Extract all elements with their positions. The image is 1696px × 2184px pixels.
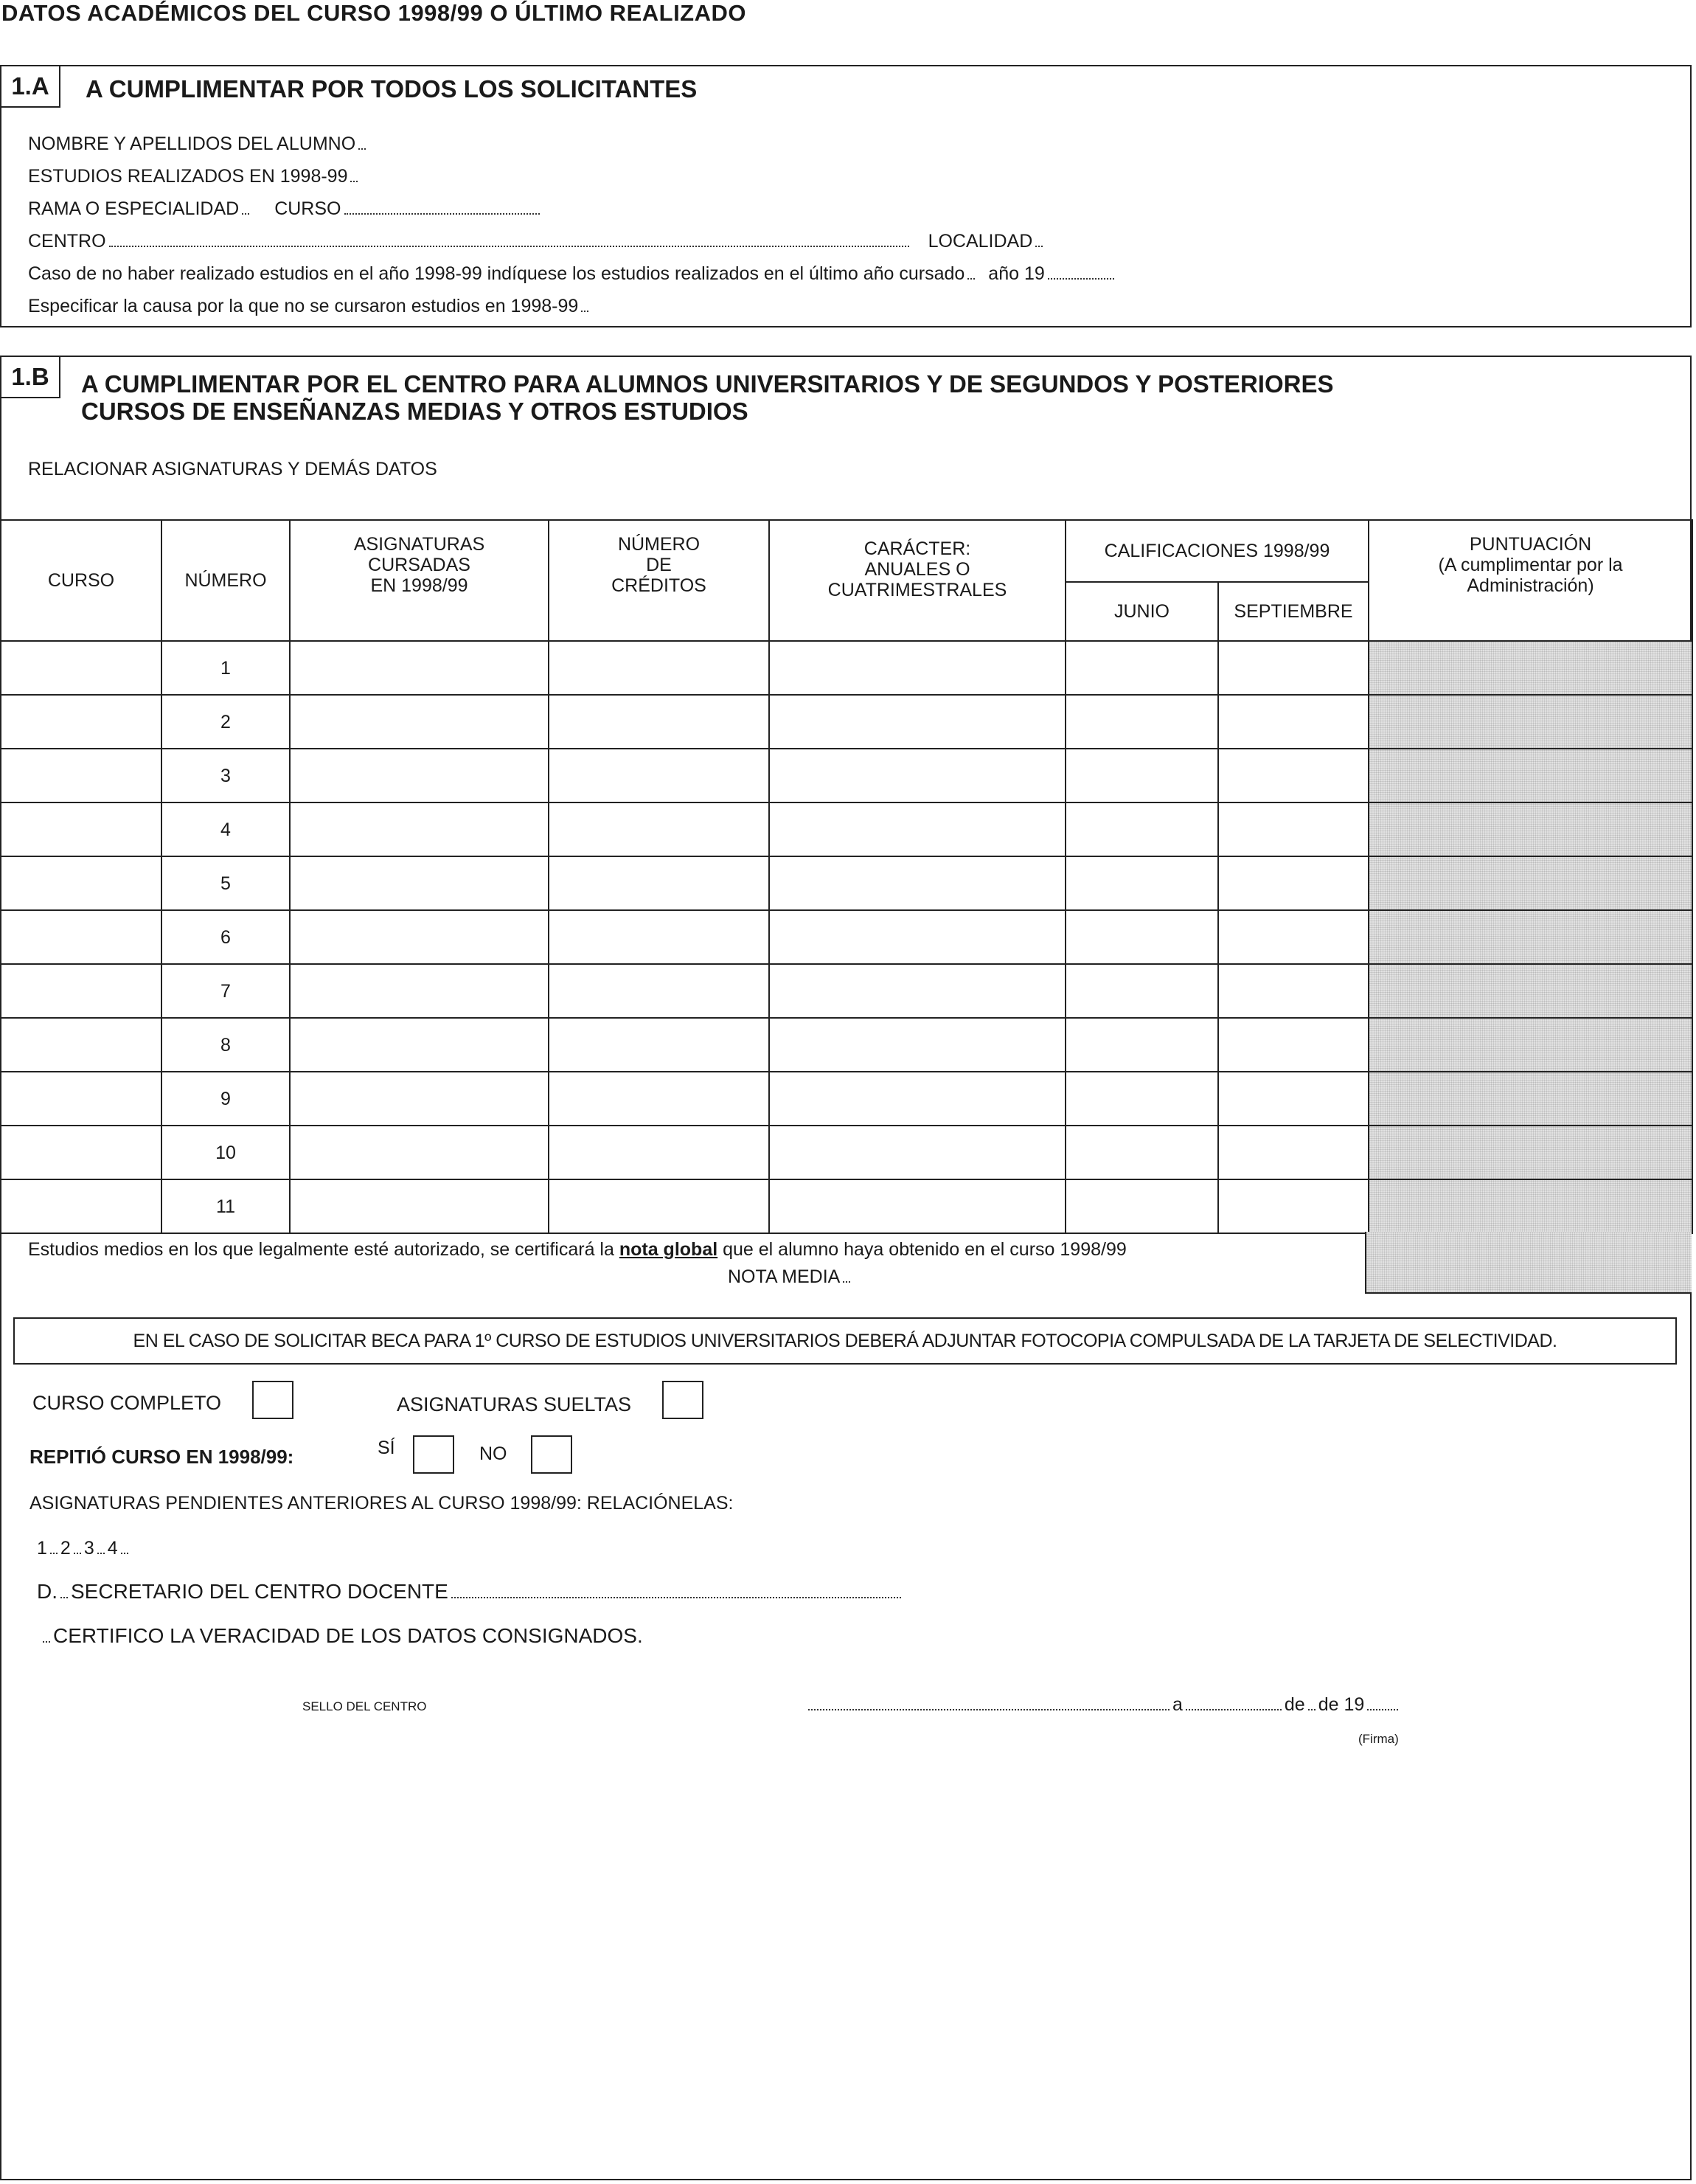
- no-checkbox[interactable]: [531, 1435, 572, 1474]
- col-junio-header: JUNIO: [1066, 582, 1218, 641]
- curso-completo-label: CURSO COMPLETO: [32, 1392, 222, 1414]
- pend-4-line[interactable]: [121, 1553, 128, 1554]
- cell-curso[interactable]: [1, 641, 161, 695]
- cell-septiembre[interactable]: [1218, 1018, 1369, 1072]
- pend-3-line[interactable]: [97, 1553, 105, 1554]
- cell-junio[interactable]: [1066, 1072, 1218, 1126]
- car-h3: CUATRIMESTRALES: [827, 580, 1007, 600]
- cell-puntuacion: [1369, 1018, 1692, 1072]
- cell-asignatura[interactable]: [290, 1126, 549, 1179]
- cell-junio[interactable]: [1066, 856, 1218, 910]
- cell-puntuacion: [1369, 802, 1692, 856]
- cell-puntuacion: [1369, 910, 1692, 964]
- cell-septiembre[interactable]: [1218, 695, 1369, 749]
- cell-caracter[interactable]: [769, 1072, 1066, 1126]
- cell-curso[interactable]: [1, 1179, 161, 1233]
- cell-asignatura[interactable]: [290, 695, 549, 749]
- a-label: a: [1172, 1694, 1183, 1715]
- asig-h2: CURSADAS: [368, 555, 470, 575]
- secretario-label: SECRETARIO DEL CENTRO DOCENTE: [71, 1580, 448, 1603]
- rama-label: RAMA O ESPECIALIDAD: [28, 198, 240, 219]
- col-calificaciones-header: CALIFICACIONES 1998/99: [1066, 520, 1369, 582]
- col-puntuacion-header: [1369, 520, 1692, 641]
- cell-asignatura[interactable]: [290, 910, 549, 964]
- row-number: 8: [161, 1018, 290, 1072]
- cell-caracter[interactable]: [769, 641, 1066, 695]
- section-a-box: [0, 65, 1692, 327]
- estudios-medios-text: [28, 1239, 1127, 1261]
- si-label: SÍ: [378, 1438, 395, 1458]
- causa-field[interactable]: [28, 292, 1668, 317]
- d-label: D.: [37, 1580, 58, 1603]
- pend-1-line[interactable]: [50, 1553, 58, 1554]
- cell-asignatura[interactable]: [290, 1072, 549, 1126]
- estudios-field[interactable]: [28, 162, 1668, 187]
- selectividad-notice: EN EL CASO DE SOLICITAR BECA PARA 1º CURSO DE ESTUDIOS UNIVERSITARIOS DEBERÁ ADJUNTAR FOTOCOPIA COMPULSADA DE LA TARJETA DE SELECTIVIDAD.: [13, 1317, 1677, 1365]
- section-b-tag: 1.B: [1, 357, 60, 398]
- cell-curso[interactable]: [1, 1126, 161, 1179]
- asignaturas-sueltas-label: ASIGNATURAS SUELTAS: [397, 1393, 632, 1415]
- row-number: 5: [161, 856, 290, 910]
- cell-creditos[interactable]: [549, 964, 769, 1018]
- table-body: [1, 641, 1692, 1233]
- section-a-title: A CUMPLIMENTAR POR TODOS LOS SOLICITANTES: [86, 75, 698, 103]
- table-row: [1, 964, 1692, 1018]
- cell-puntuacion: [1369, 856, 1692, 910]
- cell-creditos[interactable]: [549, 749, 769, 802]
- cell-junio[interactable]: [1066, 695, 1218, 749]
- table-row: [1, 856, 1692, 910]
- asignaturas-table: [0, 519, 1693, 1234]
- dia-line[interactable]: [1186, 1709, 1282, 1710]
- cell-puntuacion: [1369, 1179, 1692, 1233]
- estudios-medios-post: que el alumno haya obtenido en el curso 1998/99: [723, 1239, 1127, 1260]
- anio-label: año 19: [988, 263, 1045, 284]
- year-line[interactable]: [1367, 1709, 1398, 1710]
- col-creditos-header: [549, 520, 769, 641]
- col-caracter-header: [769, 520, 1066, 641]
- punt-h2: (A cumplimentar por la: [1438, 555, 1623, 575]
- section-b-title-1: A CUMPLIMENTAR POR EL CENTRO PARA ALUMNOS UNIVERSITARIOS Y DE SEGUNDOS Y POSTERIORES: [81, 370, 1334, 398]
- cell-caracter[interactable]: [769, 749, 1066, 802]
- no-label: NO: [479, 1443, 507, 1464]
- asignaturas-sueltas-checkbox[interactable]: [662, 1381, 703, 1419]
- pend-2-label: 2: [60, 1538, 71, 1559]
- page-title: DATOS ACADÉMICOS DEL CURSO 1998/99 O ÚLTIMO REALIZADO: [1, 0, 747, 26]
- car-h2: ANUALES O: [864, 559, 970, 580]
- firma-label: (Firma): [1358, 1732, 1399, 1746]
- cell-asignatura[interactable]: [290, 749, 549, 802]
- curso-completo-checkbox[interactable]: [252, 1381, 293, 1419]
- row-number: 1: [161, 641, 290, 695]
- cell-creditos[interactable]: [549, 1072, 769, 1126]
- table-row: [1, 1126, 1692, 1179]
- cell-septiembre[interactable]: [1218, 641, 1369, 695]
- cell-caracter[interactable]: [769, 856, 1066, 910]
- cell-caracter[interactable]: [769, 1126, 1066, 1179]
- row-number: 11: [161, 1179, 290, 1233]
- si-checkbox[interactable]: [413, 1435, 454, 1474]
- section-b-title-2: CURSOS DE ENSEÑANZAS MEDIAS Y OTROS ESTUDIOS: [81, 398, 748, 425]
- cell-creditos[interactable]: [549, 856, 769, 910]
- cell-curso[interactable]: [1, 1072, 161, 1126]
- de19-label: de 19: [1318, 1694, 1365, 1715]
- section-b-box: [0, 356, 1692, 2180]
- nota-media-field[interactable]: [728, 1263, 1344, 1288]
- causa-label: Especificar la causa por la que no se cursaron estudios en 1998-99: [28, 296, 579, 316]
- mes-line[interactable]: [1308, 1709, 1316, 1710]
- asig-h3: EN 1998/99: [370, 575, 468, 596]
- cell-asignatura[interactable]: [290, 1179, 549, 1233]
- cell-septiembre[interactable]: [1218, 964, 1369, 1018]
- cell-junio[interactable]: [1066, 749, 1218, 802]
- cell-creditos[interactable]: [549, 695, 769, 749]
- rama-curso-field[interactable]: [28, 195, 1668, 220]
- cred-h3: CRÉDITOS: [611, 575, 706, 596]
- cell-septiembre[interactable]: [1218, 1179, 1369, 1233]
- table-row: [1, 1072, 1692, 1126]
- row-number: 4: [161, 802, 290, 856]
- cell-curso[interactable]: [1, 1018, 161, 1072]
- de-label: de: [1284, 1694, 1305, 1715]
- cell-junio[interactable]: [1066, 1179, 1218, 1233]
- cell-curso[interactable]: [1, 910, 161, 964]
- cell-septiembre[interactable]: [1218, 749, 1369, 802]
- cell-creditos[interactable]: [549, 910, 769, 964]
- cell-junio[interactable]: [1066, 964, 1218, 1018]
- pend-1-label: 1: [37, 1538, 47, 1559]
- caso-field[interactable]: [28, 260, 1668, 285]
- cell-caracter[interactable]: [769, 964, 1066, 1018]
- nota-media-label: NOTA MEDIA: [728, 1266, 841, 1287]
- col-asignaturas-header: [290, 520, 549, 641]
- cell-caracter[interactable]: [769, 695, 1066, 749]
- table-row: [1, 695, 1692, 749]
- pendientes-label: ASIGNATURAS PENDIENTES ANTERIORES AL CURSO 1998/99: RELACIÓNELAS:: [29, 1493, 734, 1514]
- cell-caracter[interactable]: [769, 1179, 1066, 1233]
- asig-h1: ASIGNATURAS: [353, 534, 485, 555]
- cell-puntuacion: [1369, 641, 1692, 695]
- cell-curso[interactable]: [1, 749, 161, 802]
- punt-h1: PUNTUACIÓN: [1469, 534, 1592, 555]
- pend-3-label: 3: [83, 1538, 94, 1559]
- nombre-field[interactable]: [28, 130, 1668, 155]
- nota-media-shade: [1365, 1232, 1692, 1294]
- cell-junio[interactable]: [1066, 802, 1218, 856]
- estudios-medios-pre: Estudios medios en los que legalmente esté autorizado, se certificará la: [28, 1239, 614, 1260]
- cell-caracter[interactable]: [769, 1018, 1066, 1072]
- repitio-label: REPITIÓ CURSO EN 1998/99:: [29, 1446, 294, 1468]
- cell-creditos[interactable]: [549, 641, 769, 695]
- certifico-field[interactable]: [40, 1623, 1316, 1648]
- cell-caracter[interactable]: [769, 802, 1066, 856]
- table-row: [1, 802, 1692, 856]
- car-h1: CARÁCTER:: [863, 538, 971, 559]
- cell-caracter[interactable]: [769, 910, 1066, 964]
- cell-creditos[interactable]: [549, 1179, 769, 1233]
- pend-4-label: 4: [107, 1538, 118, 1559]
- cell-septiembre[interactable]: [1218, 802, 1369, 856]
- cell-puntuacion: [1369, 749, 1692, 802]
- localidad-label: LOCALIDAD: [928, 231, 1033, 252]
- cell-puntuacion: [1369, 964, 1692, 1018]
- cell-asignatura[interactable]: [290, 964, 549, 1018]
- certifico-label: CERTIFICO LA VERACIDAD DE LOS DATOS CONSIGNADOS.: [53, 1624, 643, 1647]
- table-row: [1, 910, 1692, 964]
- col-numero-header: NÚMERO: [161, 520, 290, 641]
- secretario-field[interactable]: [37, 1578, 1659, 1604]
- cell-junio[interactable]: [1066, 1126, 1218, 1179]
- row-number: 10: [161, 1126, 290, 1179]
- col-curso-header: CURSO: [1, 520, 161, 641]
- cell-asignatura[interactable]: [290, 802, 549, 856]
- nombre-label: NOMBRE Y APELLIDOS DEL ALUMNO: [28, 134, 356, 154]
- cell-puntuacion: [1369, 1126, 1692, 1179]
- cell-septiembre[interactable]: [1218, 910, 1369, 964]
- fecha-field[interactable]: [805, 1691, 1668, 1716]
- pendientes-fields[interactable]: [37, 1534, 1659, 1559]
- lugar-line[interactable]: [808, 1709, 1170, 1710]
- estudios-label: ESTUDIOS REALIZADOS EN 1998-99: [28, 166, 348, 187]
- row-number: 2: [161, 695, 290, 749]
- relacionar-label: RELACIONAR ASIGNATURAS Y DEMÁS DATOS: [28, 459, 437, 479]
- section-a-tag: 1.A: [1, 66, 60, 108]
- cell-puntuacion: [1369, 1072, 1692, 1126]
- table-row: [1, 1179, 1692, 1233]
- cell-septiembre[interactable]: [1218, 856, 1369, 910]
- table-row: [1, 641, 1692, 695]
- cell-junio[interactable]: [1066, 910, 1218, 964]
- cell-creditos[interactable]: [549, 1018, 769, 1072]
- cred-h2: DE: [646, 555, 672, 575]
- caso-label: Caso de no haber realizado estudios en el año 1998-99 indíquese los estudios realizados en el último año cursado: [28, 263, 965, 284]
- cell-asignatura[interactable]: [290, 856, 549, 910]
- sello-label: SELLO DEL CENTRO: [302, 1699, 427, 1713]
- cell-asignatura[interactable]: [290, 641, 549, 695]
- cred-h1: NÚMERO: [617, 534, 701, 555]
- cell-curso[interactable]: [1, 856, 161, 910]
- cell-junio[interactable]: [1066, 1018, 1218, 1072]
- col-septiembre-header: SEPTIEMBRE: [1218, 582, 1369, 641]
- cell-creditos[interactable]: [549, 802, 769, 856]
- cell-junio[interactable]: [1066, 641, 1218, 695]
- cell-septiembre[interactable]: [1218, 1126, 1369, 1179]
- row-number: 3: [161, 749, 290, 802]
- punt-h3: Administración): [1467, 575, 1594, 596]
- cell-curso[interactable]: [1, 695, 161, 749]
- pend-2-line[interactable]: [74, 1553, 81, 1554]
- cell-curso[interactable]: [1, 802, 161, 856]
- centro-label: CENTRO: [28, 231, 106, 252]
- cell-septiembre[interactable]: [1218, 1072, 1369, 1126]
- table-row: [1, 749, 1692, 802]
- row-number: 7: [161, 964, 290, 1018]
- row-number: 9: [161, 1072, 290, 1126]
- cell-asignatura[interactable]: [290, 1018, 549, 1072]
- cell-puntuacion: [1369, 695, 1692, 749]
- nota-global: nota global: [619, 1239, 718, 1260]
- centro-localidad-field[interactable]: [28, 227, 1668, 252]
- cell-curso[interactable]: [1, 964, 161, 1018]
- table-row: [1, 1018, 1692, 1072]
- cell-creditos[interactable]: [549, 1126, 769, 1179]
- curso-label: CURSO: [274, 198, 341, 219]
- row-number: 6: [161, 910, 290, 964]
